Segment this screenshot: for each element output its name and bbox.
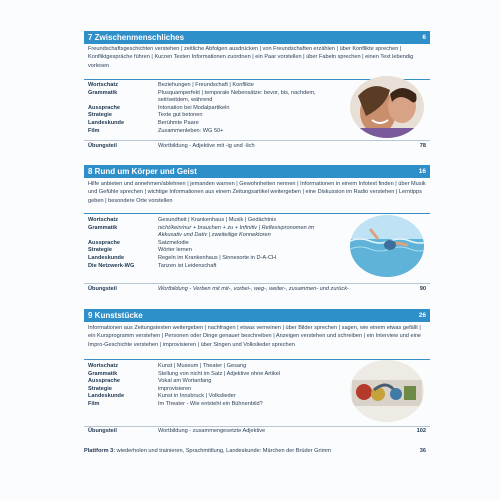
detail-value: Wörter lernen — [158, 247, 192, 254]
detail-value: improvisieren — [158, 385, 192, 392]
chapter-7-header[interactable] — [84, 31, 430, 44]
detail-row — [88, 82, 328, 90]
chapter-8-page: 16 — [418, 168, 426, 175]
chapter-7-page: 6 — [422, 34, 426, 41]
plattform-3-entry[interactable] — [84, 448, 430, 455]
detail-label: Wortschatz — [88, 363, 119, 369]
art-photo — [350, 360, 424, 422]
friends-photo — [350, 76, 424, 138]
detail-value: Stellung von nicht im Satz | Adjektive ohne Artikel — [158, 370, 281, 377]
detail-label: Wortschatz — [88, 217, 119, 223]
exercises-label: Übungsteil — [88, 143, 117, 149]
detail-value: nicht/kein/nur + brauchen + zu + Infinitiv | Reflexivpronomen im Akkusativ und Dativ | zweiteilige Konnektoren — [158, 224, 315, 239]
detail-label: Landeskunde — [88, 119, 125, 126]
chapter-9-title: 9 Kunststücke — [88, 311, 143, 320]
divider — [84, 283, 430, 284]
detail-value: Kunst | Museum | Theater | Gesang — [158, 363, 247, 369]
chapter-8-details — [88, 217, 328, 270]
exercises-page: 102 — [416, 428, 426, 434]
exercises-topic: Wortbildung - Verben mit mit-, vorbei-, weg-, weiter-, zusammen- und zurück- — [158, 286, 349, 292]
detail-row — [88, 386, 328, 394]
detail-value: Beziehungen | Freundschaft | Konflikte — [158, 82, 254, 88]
detail-label: Landeskunde — [88, 393, 125, 400]
detail-label: Grammatik — [88, 224, 118, 231]
detail-value: Plusquamperfekt | temporale Nebensätze: bevor, bis, nachdem, seit/seitdem, während — [158, 89, 316, 104]
detail-label: Strategie — [88, 385, 112, 392]
detail-row — [88, 112, 328, 120]
detail-value: Regeln im Krankenhaus | Sinnesorte in D-A-CH — [158, 254, 277, 261]
chapter-9-exercises[interactable] — [88, 428, 426, 436]
detail-label: Strategie — [88, 112, 112, 119]
detail-label: Grammatik — [88, 89, 118, 96]
detail-label: Grammatik — [88, 370, 118, 377]
chapter-8-intro: Hilfe anbieten und annehmen/ablehnen | jemanden warnen | Gewohnheiten nennen | Informationen in einem Infotext finden | über Musik und Gefühle sprechen | wichtige Informationen aus einem Zeitungsartikel weitergeben | eine Diskussion im Radio verstehen | Lerntipps geben | besondere Orte vorstellen — [88, 181, 426, 204]
chapter-7-exercises[interactable] — [88, 143, 426, 151]
exercises-page: 78 — [419, 143, 426, 149]
detail-row — [88, 128, 328, 136]
detail-label: Aussprache — [88, 239, 121, 246]
chapter-7-details — [88, 82, 328, 135]
detail-label: Aussprache — [88, 378, 121, 385]
exercises-topic: Wortbildung - zusammengesetzte Adjektive — [158, 428, 266, 434]
chapter-8-title: 8 Rund um Körper und Geist — [88, 167, 197, 176]
chapter-9-details — [88, 363, 328, 409]
detail-value: Im Theater - Wie entsteht ein Bühnenbild? — [158, 400, 263, 407]
detail-value: Texte gut betonen — [158, 112, 203, 119]
exercises-label: Übungsteil — [88, 286, 117, 292]
detail-row — [88, 225, 328, 240]
detail-value: Kunst in Innsbruck | Volkslieder — [158, 393, 236, 400]
detail-row — [88, 240, 328, 248]
detail-label: Landeskunde — [88, 254, 125, 261]
detail-row — [88, 378, 328, 386]
detail-row — [88, 247, 328, 255]
detail-row — [88, 263, 328, 271]
detail-row — [88, 90, 328, 105]
detail-value: Tanzen ist Leidenschaft — [158, 262, 217, 269]
detail-value: Vokal am Wortanfang — [158, 378, 212, 385]
detail-row — [88, 105, 328, 113]
detail-row — [88, 120, 328, 128]
detail-value: Zusammenleben: WG 50+ — [158, 127, 224, 134]
chapter-9-header[interactable] — [84, 309, 430, 322]
exercises-topic: Wortbildung - Adjektive mit -ig und -lich — [158, 143, 255, 149]
detail-value: Intonation bei Modalpartikeln — [158, 104, 230, 111]
chapter-8-header[interactable] — [84, 165, 430, 178]
chapter-7-intro: Freundschaftsgeschichten verstehen | zeitliche Abfolgen ausdrücken | von Freundschaften erzählen | über Konflikte sprechen | Konfliktgespräche führen | Kurzen Texten Informationen zuordnen | ein Paar vorstellen | über Fabeln sprechen | einen Text lebendig vorlesen — [88, 46, 414, 69]
detail-row — [88, 255, 328, 263]
chapter-9-page: 26 — [418, 312, 426, 319]
detail-label: Film — [88, 400, 100, 407]
detail-row — [88, 363, 328, 371]
detail-row — [88, 393, 328, 401]
exercises-label: Übungsteil — [88, 428, 117, 434]
divider — [84, 213, 430, 214]
divider — [84, 426, 430, 427]
plattform-text: wiederholen und trainieren, Sprachmittlung, Landeskunde: Märchen der Brüder Grimm — [116, 448, 331, 454]
detail-value: Gesundheit | Krankenhaus | Musik | Gedächtnis — [158, 217, 277, 223]
detail-value: Berühmte Paare — [158, 119, 199, 126]
swimming-photo — [350, 215, 424, 277]
detail-label: Wortschatz — [88, 82, 119, 88]
plattform-label: Plattform 3: — [84, 448, 116, 454]
chapter-8-exercises[interactable] — [88, 286, 426, 294]
chapter-7-title: 7 Zwischenmenschliches — [88, 33, 185, 42]
plattform-page: 36 — [419, 448, 426, 454]
detail-value: Satzmelodie — [158, 239, 189, 246]
divider — [84, 140, 430, 141]
detail-label: Aussprache — [88, 104, 121, 111]
detail-row — [88, 217, 328, 225]
chapter-9-intro: Informationen aus Zeitungstexten weitergeben | nachfragen | etwas verneinen | über Bilder sprechen | sagen, wie einem etwas gefällt | ein Kursprogramm verstehen | Personen oder Dinge genauer beschreiben | Anzeigen verstehen und schreiben | ein Interview und eine Impro-Geschichte verstehen | improvisieren | über Singen und Volkslieder sprechen — [88, 325, 422, 348]
detail-row — [88, 401, 328, 409]
detail-label: Strategie — [88, 247, 112, 254]
detail-label: Film — [88, 127, 100, 134]
detail-row — [88, 371, 328, 379]
exercises-page: 90 — [419, 286, 426, 292]
detail-label: Die Netzwerk-WG — [88, 262, 135, 269]
